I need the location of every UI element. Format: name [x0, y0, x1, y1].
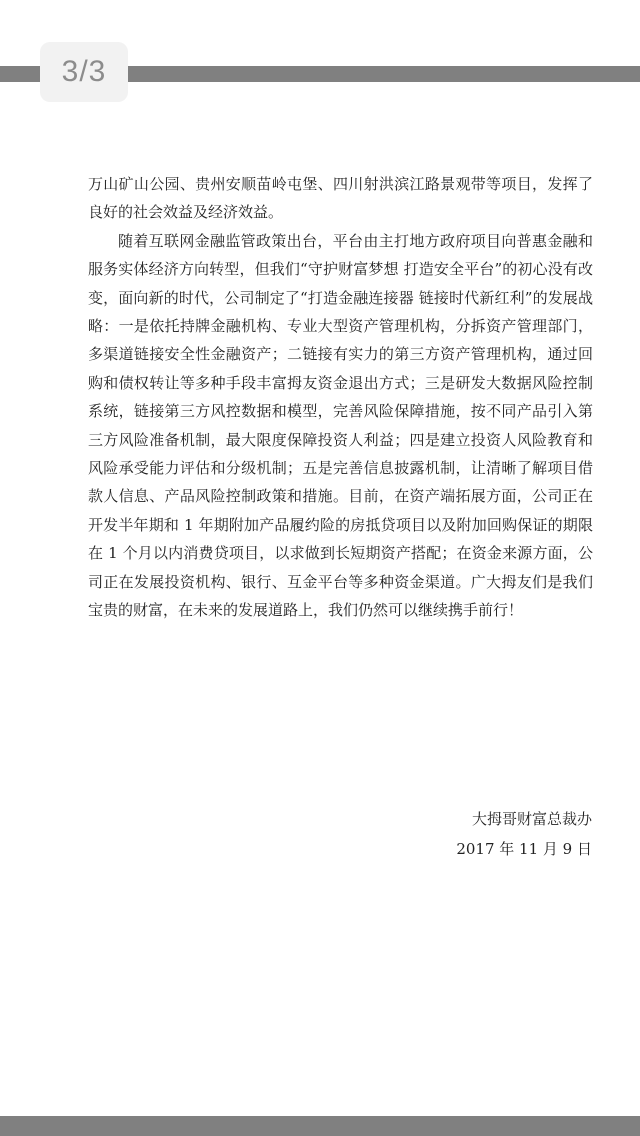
signature-block	[292, 804, 592, 864]
letter-body	[88, 170, 593, 625]
page-indicator-badge: 3/3	[40, 42, 128, 102]
paragraph-continuation: 万山矿山公园、贵州安顺苗岭屯堡、四川射洪滨江路景观带等项目，发挥了良好的社会效益及经济效益。	[88, 175, 593, 222]
signature-date: 2017 年 11 月 9 日	[456, 840, 592, 858]
bottom-divider-bar	[0, 1116, 640, 1136]
paragraph-strategy: 随着互联网金融监管政策出台，平台由主打地方政府项目向普惠金融和服务实体经济方向转型，但我们“守护财富梦想 打造安全平台”的初心没有改变，面向新的时代，公司制定了“打造金融连接器 链接时代新红利”的发展战略：一是依托持牌金融机构、专业大型资产管理机构，分拆资产管理部门，多渠道链接安全性金融资产；二链接有实力的第三方资产管理机构，通过回购和债权转让等多种手段丰富拇友资金退出方式；三是研发大数据风险控制系统，链接第三方风控数据和模型，完善风险保障措施，按不同产品引入第三方风险准备机制，最大限度保障投资人利益；四是建立投资人风险教育和风险承受能力评估和分级机制；五是完善信息披露机制，让清晰了解项目借款人信息、产品风险控制政策和措施。目前，在资产端拓展方面，公司正在开发半年期和 1 年期附加产品履约险的房抵贷项目以及附加回购保证的期限在 1 个月以内消费贷项目，以求做到长短期资产搭配；在资金来源方面，公司正在发展投资机构、银行、互金平台等多种资金渠道。广大拇友们是我们宝贵的财富，在未来的发展道路上，我们仍然可以继续携手前行！	[88, 231, 593, 620]
signature-organization: 大拇哥财富总裁办	[471, 810, 592, 828]
